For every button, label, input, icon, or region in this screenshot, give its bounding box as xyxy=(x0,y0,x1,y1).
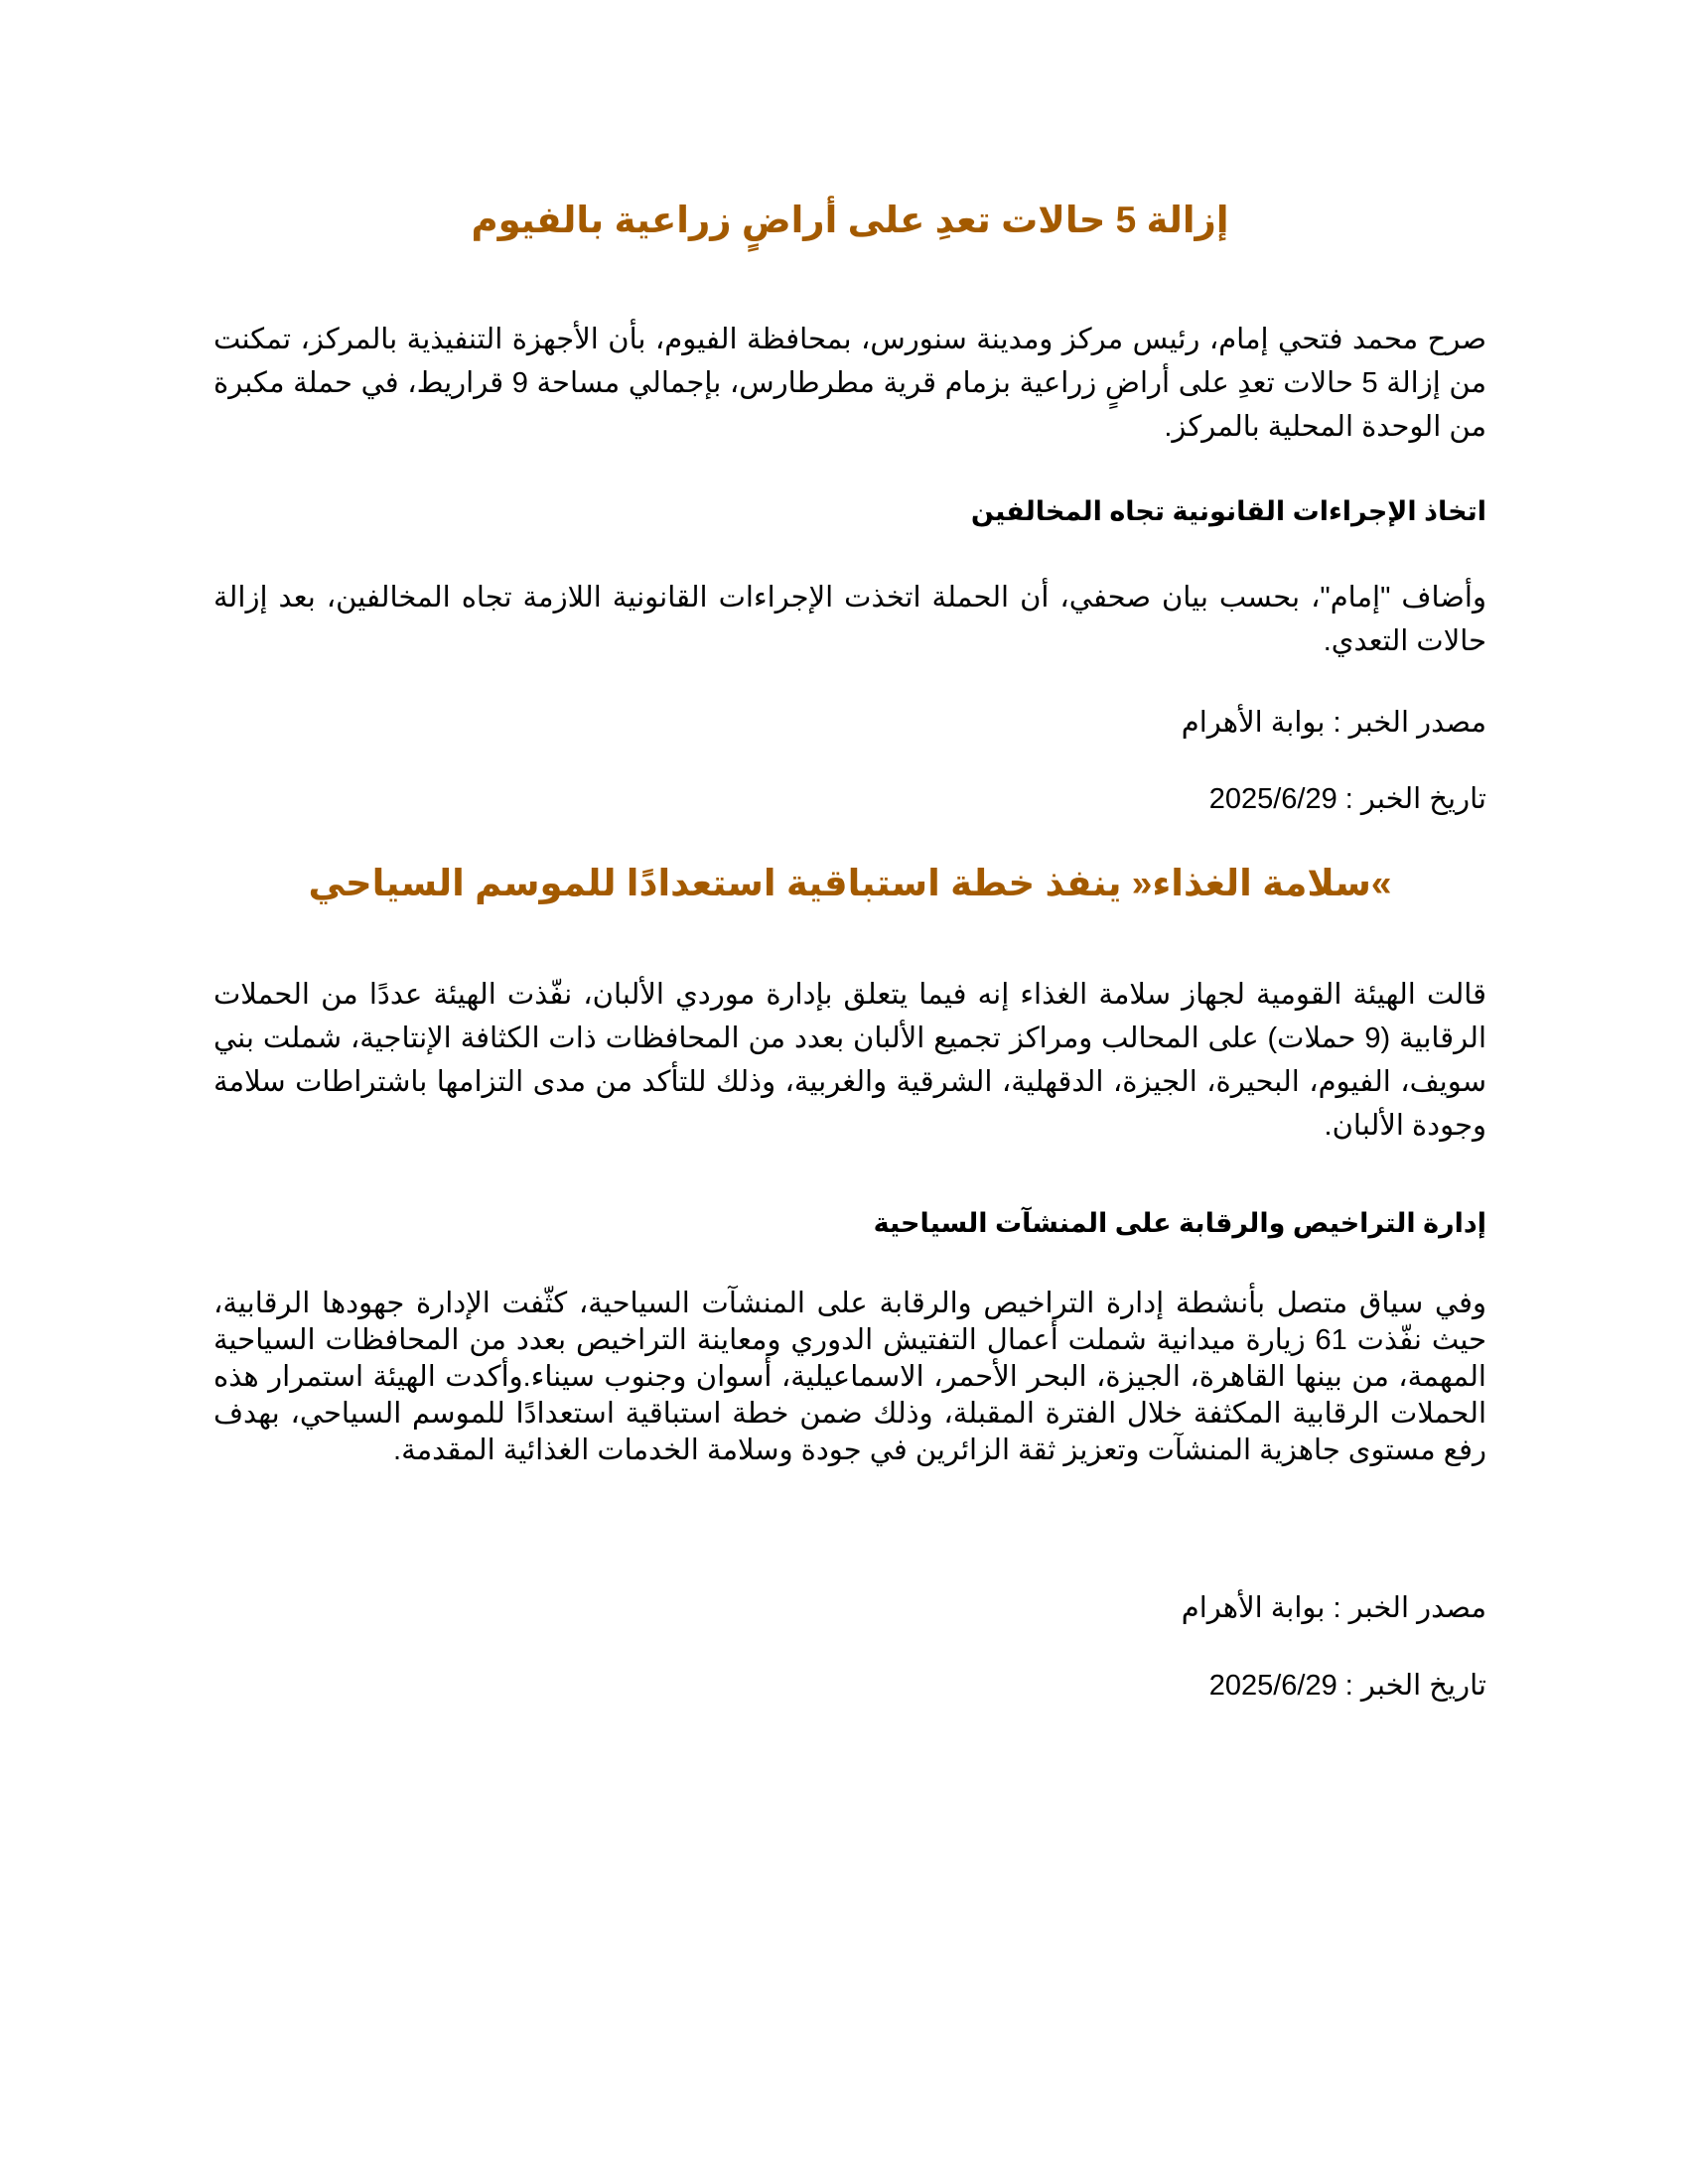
article-1-body: وأضاف "إمام"، بحسب بيان صحفي، أن الحملة اتخذت الإجراءات القانونية اللازمة تجاه المخالفين، بعد إزالة حالات التعدي. xyxy=(213,582,1486,657)
article-1-title: إزالة 5 حالات تعدِ على أراضٍ زراعية بالفيوم xyxy=(471,200,1229,240)
article-1-date: تاريخ الخبر : 2025/6/29 xyxy=(1208,783,1486,815)
article-2-source: مصدر الخبر : بوابة الأهرام xyxy=(1181,1592,1486,1624)
article-2-subheading: إدارة التراخيص والرقابة على المنشآت السياحية xyxy=(873,1208,1486,1238)
article-1-subheading: اتخاذ الإجراءات القانونية تجاه المخالفين xyxy=(970,496,1486,526)
article-2 xyxy=(213,0,1486,2184)
article-2-intro: قالت الهيئة القومية لجهاز سلامة الغذاء إنه فيما يتعلق بإدارة موردي الألبان، نفّذت الهيئة عددًا من الحملات الرقابية (9 حملات) على المحالب ومراكز تجميع الألبان بعدد من المحافظات ذات الكثافة الإنتاجية، شملت بني سويف، الفيوم، البحيرة، الجيزة، الدقهلية، الشرقية والغربية، وذلك للتأكد من مدى التزامها باشتراطات سلامة وجودة الألبان. xyxy=(213,979,1487,1142)
article-2-date: تاريخ الخبر : 2025/6/29 xyxy=(1208,1670,1486,1702)
article-1-source: مصدر الخبر : بوابة الأهرام xyxy=(1181,707,1486,739)
article-2-title: »سلامة الغذاء« ينفذ خطة استباقية استعدادًا للموسم السياحي xyxy=(308,863,1392,903)
article-2-body: وفي سياق متصل بأنشطة إدارة التراخيص والرقابة على المنشآت السياحية، كثّفت الإدارة جهودها الرقابية، حيث نفّذت 61 زيارة ميدانية شملت أعمال التفتيش الدوري ومعاينة التراخيص بعدد من المحافظات السياحية المهمة، من بينها القاهرة، الجيزة، البحر الأحمر، الاسماعيلية، أسوان وجنوب سيناء.وأكدت الهيئة استمرار هذه الحملات الرقابية المكثفة خلال الفترة المقبلة، وذلك ضمن خطة استباقية استعدادًا للموسم السياحي، بهدف رفع مستوى جاهزية المنشآت وتعزيز ثقة الزائرين في جودة وسلامة الخدمات الغذائية المقدمة. xyxy=(213,1288,1486,1466)
article-1-intro: صرح محمد فتحي إمام، رئيس مركز ومدينة سنورس، بمحافظة الفيوم، بأن الأجهزة التنفيذية بالمركز، تمكنت من إزالة 5 حالات تعدِ على أراضٍ زراعية بزمام قرية مطرطارس، بإجمالي مساحة 9 قراريط، في حملة مكبرة من الوحدة المحلية بالمركز. xyxy=(213,324,1487,443)
